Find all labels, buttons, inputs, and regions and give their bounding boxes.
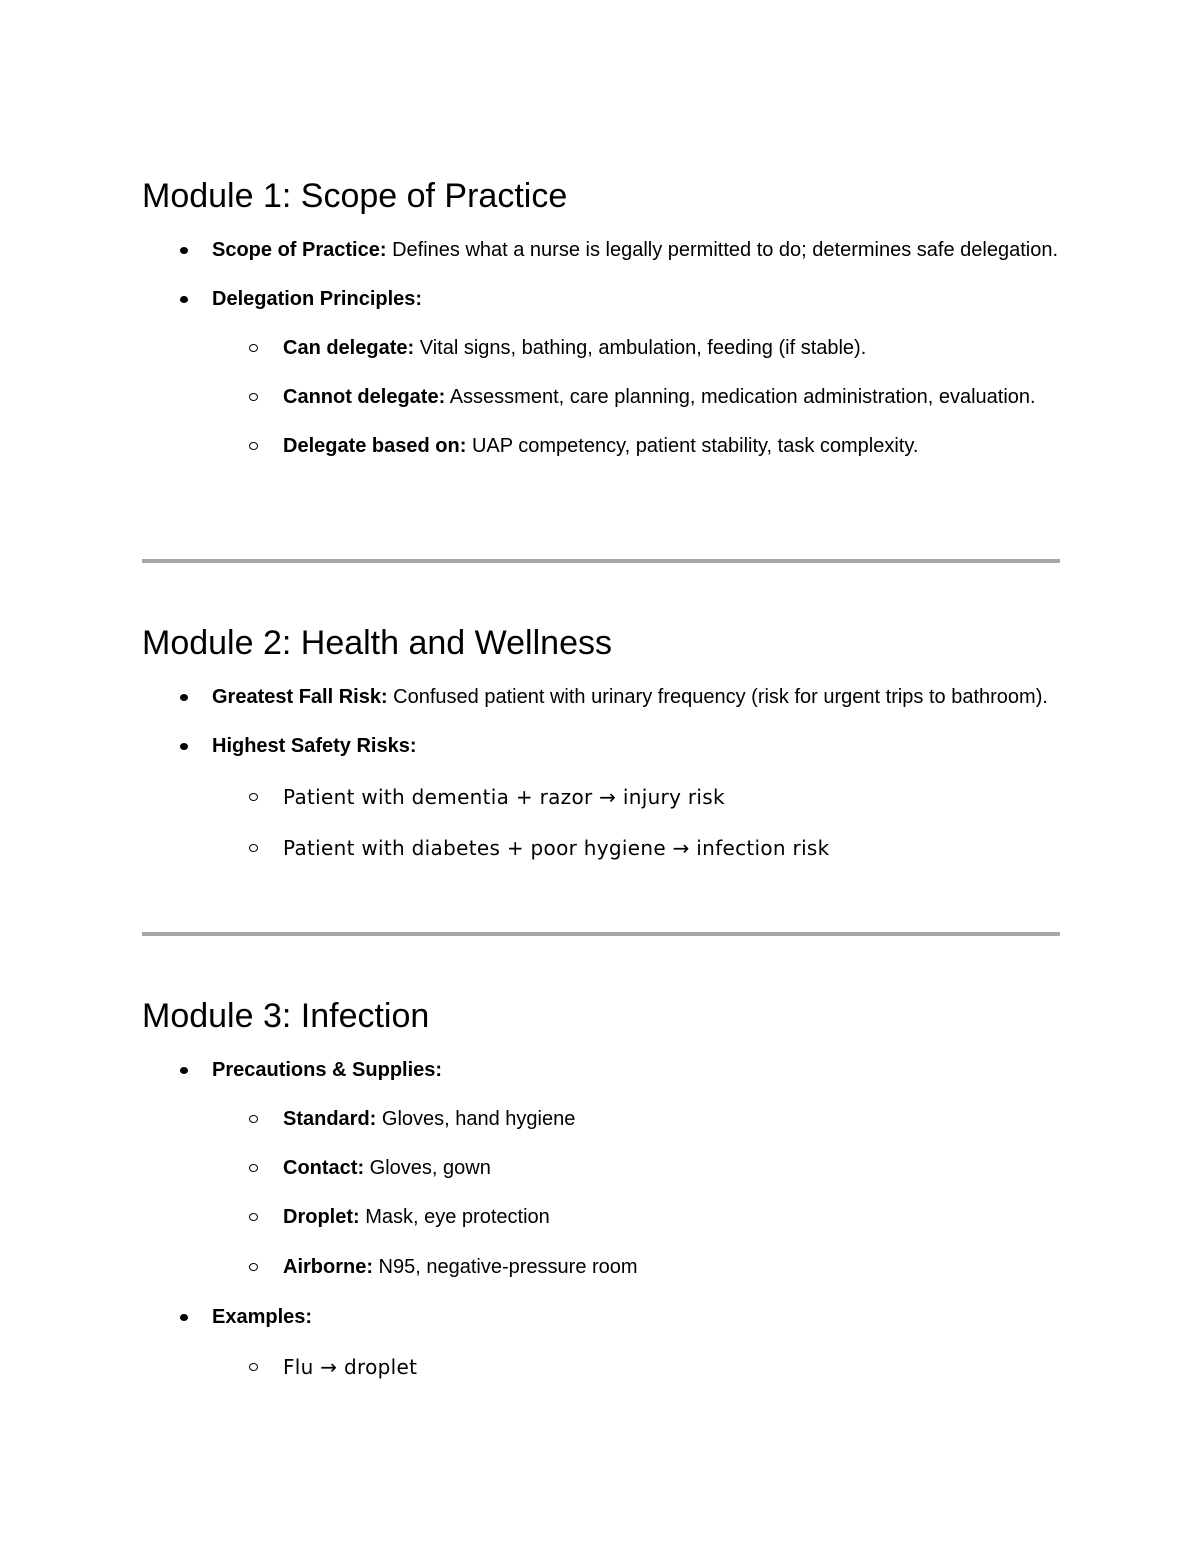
module-1-section [142,176,1060,459]
item-label: Contact: [283,1157,365,1179]
item-label: Airborne: [283,1256,373,1278]
item-text: Gloves, gown [364,1157,491,1179]
list-item-flu-droplet [142,1355,1060,1381]
list-item-cannot-delegate [142,385,1060,410]
module-1-title: Module 1: Scope of Practice [142,177,568,215]
list-item-greatest-fall-risk [142,685,1060,710]
bullet-circle-icon [249,1213,258,1221]
item-label: Droplet: [283,1206,360,1228]
bullet-circle-icon [249,1363,258,1371]
section-divider [142,932,1060,936]
list-item-standard [142,1107,1060,1132]
item-text: UAP competency, patient stability, task complexity. [466,435,919,457]
item-label: Greatest Fall Risk: [212,686,388,708]
item-text: Flu → droplet [283,1355,418,1379]
bullet-circle-icon [249,1164,258,1172]
item-text: Assessment, care planning, medication administration, evaluation. [445,386,1036,408]
module-2-title: Module 2: Health and Wellness [142,624,612,662]
item-label: Cannot delegate: [283,386,446,408]
list-item-highest-safety-risks [142,734,1060,759]
item-text: Patient with diabetes + poor hygiene → infection risk [283,836,830,860]
bullet-dot-icon [180,247,188,254]
item-text: Mask, eye protection [359,1206,550,1228]
module-3-list [142,1058,1060,1381]
list-item-diabetes-hygiene [142,836,1060,862]
bullet-dot-icon [180,296,188,303]
item-text: Gloves, hand hygiene [376,1108,576,1130]
list-item-scope-of-practice [142,238,1060,263]
bullet-dot-icon [180,694,188,701]
item-label: Standard: [283,1108,377,1130]
item-text: Defines what a nurse is legally permitted to do; determines safe delegation. [386,239,1058,261]
bullet-dot-icon [180,1067,188,1074]
section-divider [142,559,1060,563]
list-item-droplet [142,1205,1060,1230]
module-1-list [142,238,1060,459]
bullet-circle-icon [249,1263,258,1271]
list-item-can-delegate [142,336,1060,361]
item-text: Vital signs, bathing, ambulation, feeding (if stable). [414,337,867,359]
item-label: Examples: [212,1306,313,1328]
module-3-title: Module 3: Infection [142,997,430,1035]
bullet-circle-icon [249,344,258,352]
item-label: Scope of Practice: [212,239,387,261]
list-item-contact [142,1156,1060,1181]
bullet-dot-icon [180,743,188,750]
item-label: Delegation Principles: [212,288,423,310]
item-label: Precautions & Supplies: [212,1059,443,1081]
bullet-circle-icon [249,793,258,801]
list-item-precautions-supplies [142,1058,1060,1083]
item-text: Confused patient with urinary frequency (risk for urgent trips to bathroom). [387,686,1048,708]
module-2-section [142,623,1060,862]
list-item-delegation-principles [142,287,1060,312]
list-item-airborne [142,1255,1060,1280]
bullet-circle-icon [249,844,258,852]
item-text: Patient with dementia + razor → injury risk [283,785,725,809]
item-label: Can delegate: [283,337,415,359]
list-item-examples [142,1305,1060,1330]
list-item-delegate-based-on [142,434,1060,459]
module-2-list [142,685,1060,862]
item-label: Delegate based on: [283,435,467,457]
bullet-circle-icon [249,1115,258,1123]
bullet-circle-icon [249,442,258,450]
module-3-section [142,996,1060,1381]
item-text: N95, negative-pressure room [373,1256,638,1278]
bullet-circle-icon [249,393,258,401]
list-item-dementia-razor [142,785,1060,811]
bullet-dot-icon [180,1314,188,1321]
item-label: Highest Safety Risks: [212,735,417,757]
